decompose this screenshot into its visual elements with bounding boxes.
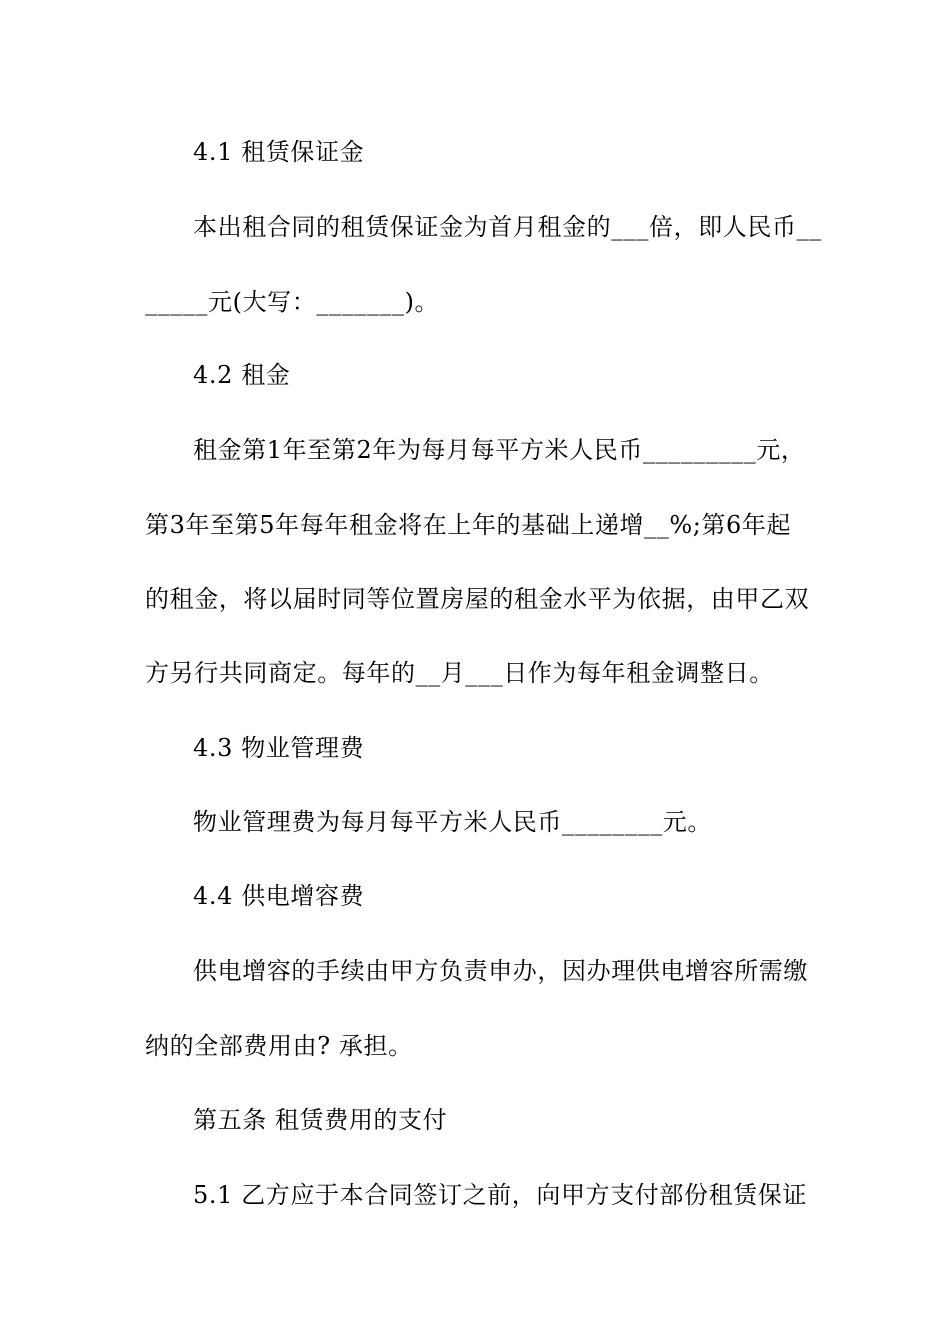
section-heading-4-2: 4.2 租金 [193,361,291,389]
paragraph-line: 第3年至第5年每年租金将在上年的基础上递增__%;第6年起 [145,511,792,539]
paragraph-line: 供电增容的手续由甲方负责申办，因办理供电增容所需缴 [193,957,808,985]
paragraph-line: 方另行共同商定。每年的__月___日作为每年租金调整日。 [145,659,774,687]
section-heading-4-3: 4.3 物业管理费 [193,734,365,762]
paragraph-line: 物业管理费为每月每平方米人民币________元。 [193,808,712,836]
article-heading-5: 第五条 租赁费用的支付 [193,1106,448,1134]
paragraph-line: _____元(大写：_______)。 [145,288,440,316]
section-heading-4-1: 4.1 租赁保证金 [193,138,365,166]
paragraph-line: 租金第1年至第2年为每月每平方米人民币_________元， [193,436,806,464]
paragraph-line: 5.1 乙方应于本合同签订之前，向甲方支付部份租赁保证 [193,1181,807,1209]
section-heading-4-4: 4.4 供电增容费 [193,882,365,910]
paragraph-line: 本出租合同的租赁保证金为首月租金的___倍，即人民币__ [193,213,822,241]
paragraph-line: 纳的全部费用由? 承担。 [145,1032,413,1060]
paragraph-line: 的租金，将以届时同等位置房屋的租金水平为依据，由甲乙双 [145,585,810,613]
